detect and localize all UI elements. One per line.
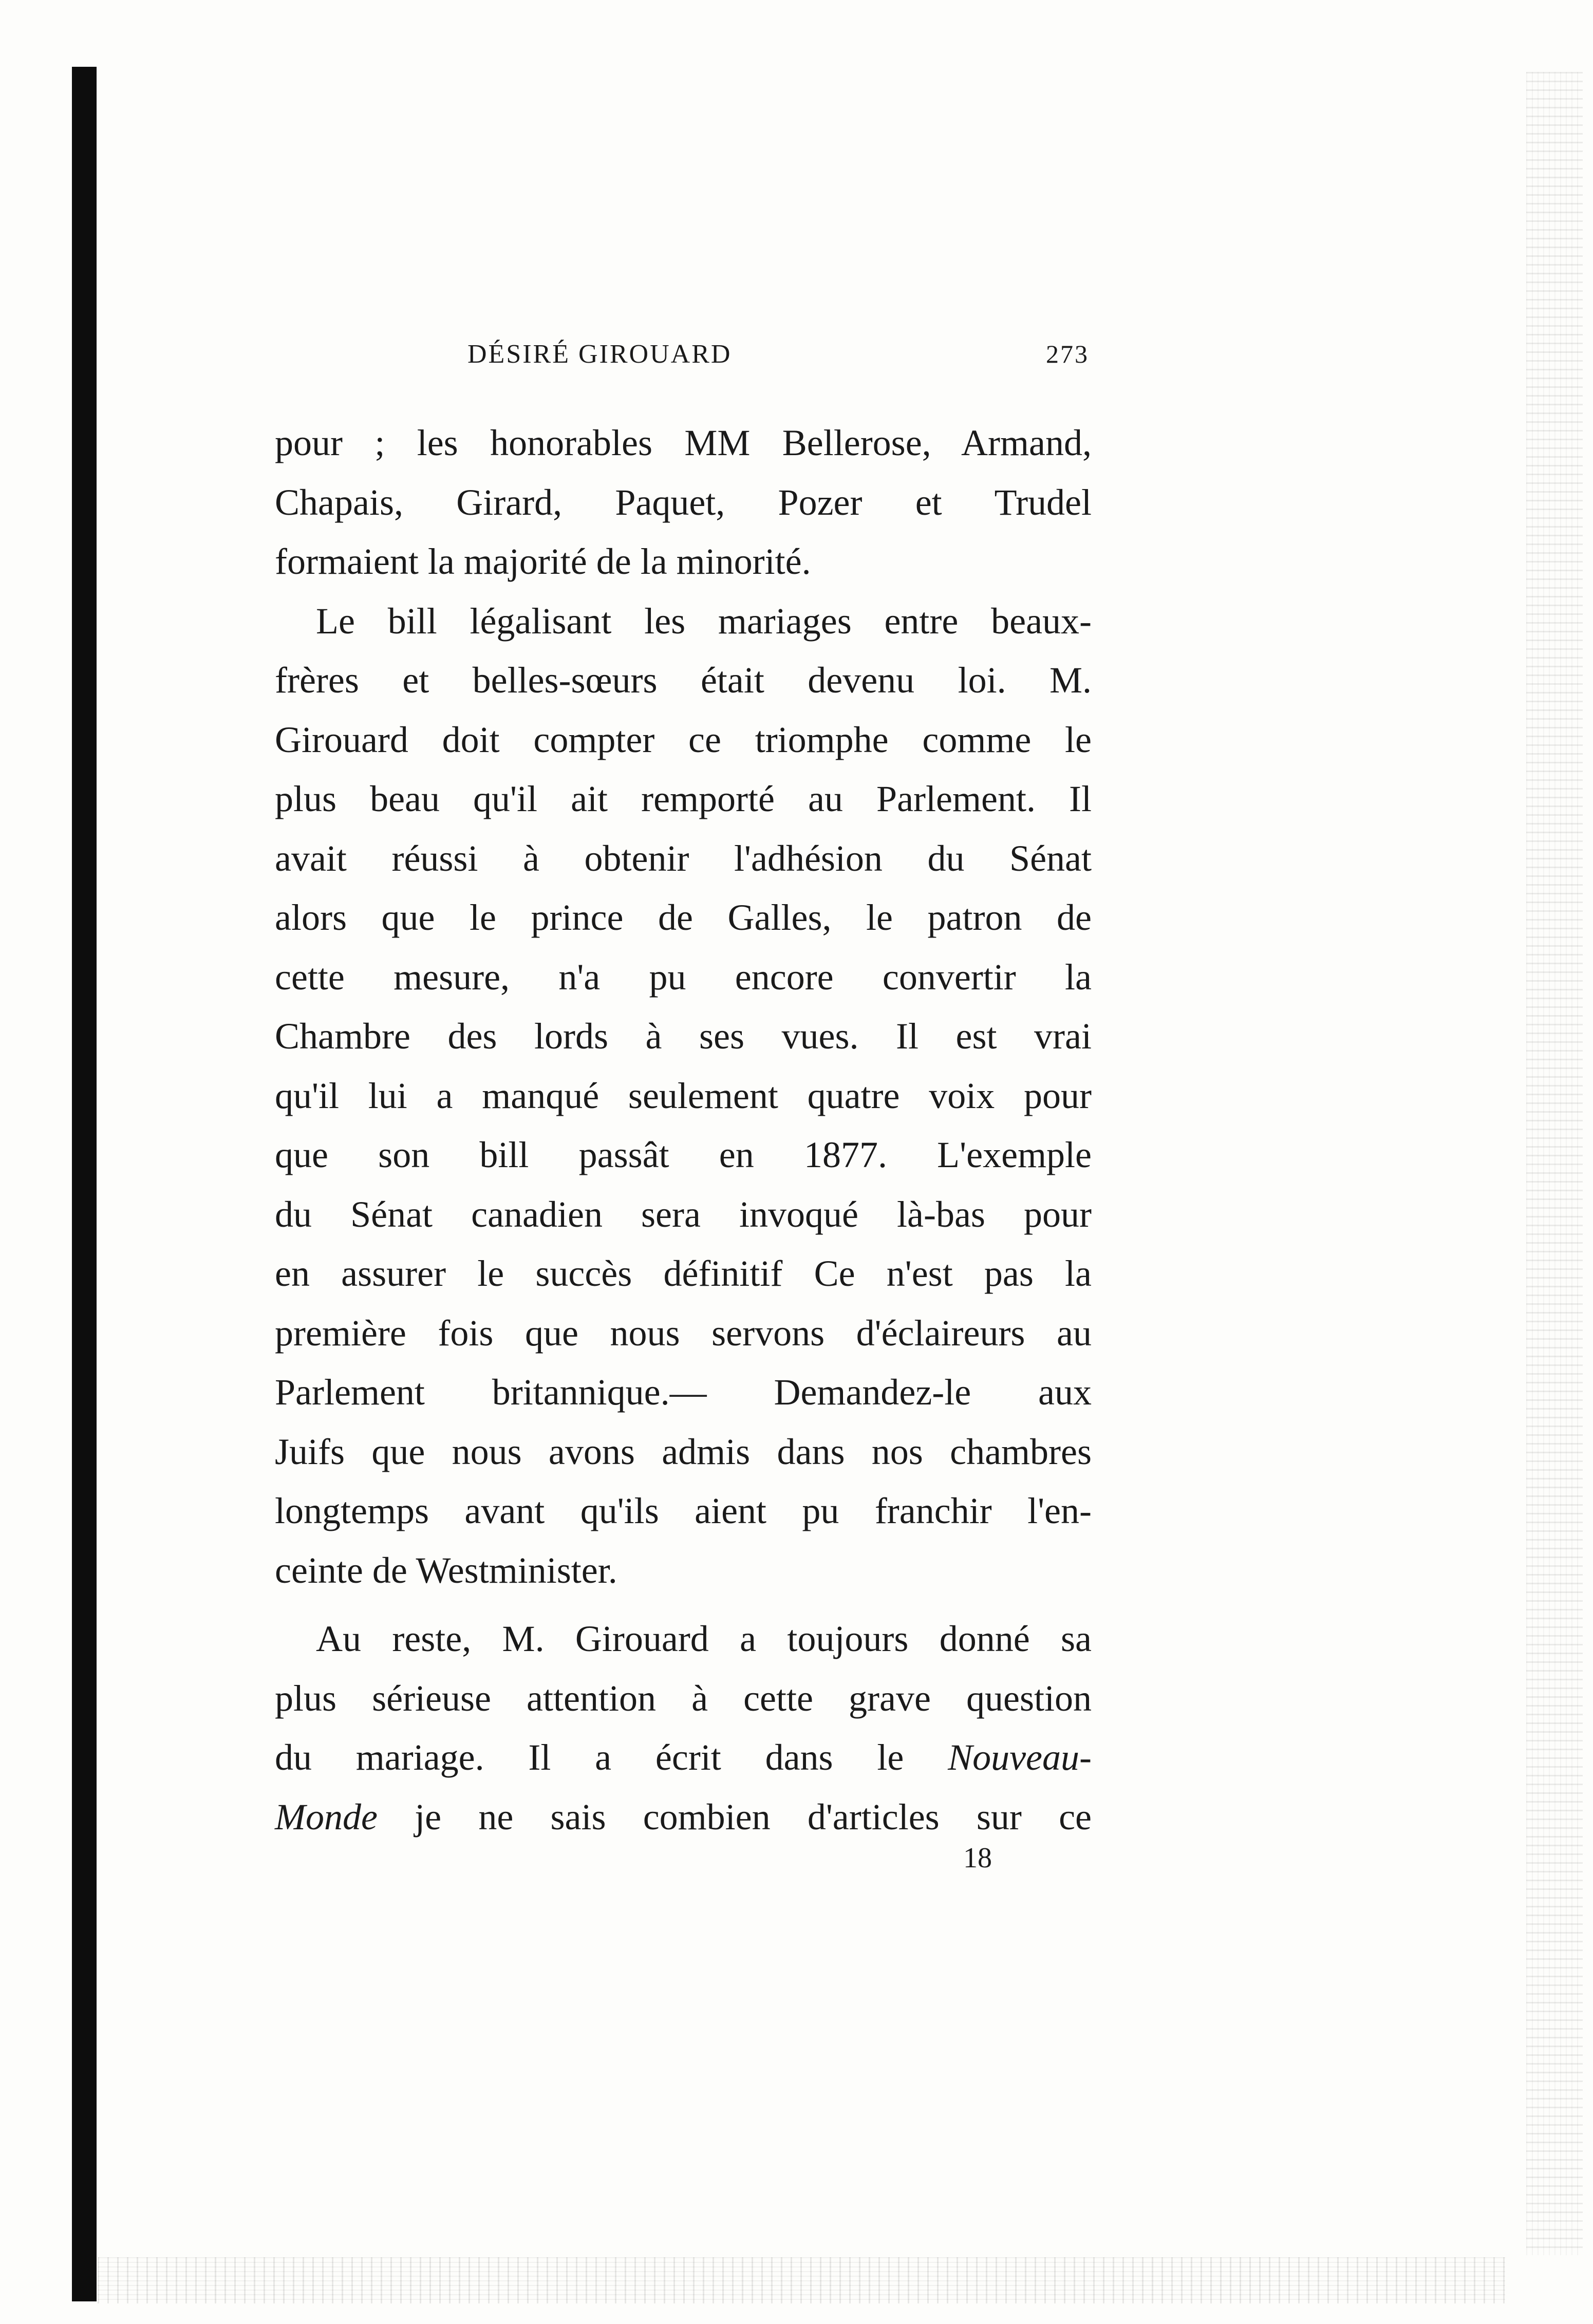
scan-noise-bottom: [98, 2257, 1505, 2303]
text-line: frères et belles-sœurs était devenu loi. M.: [275, 660, 1092, 701]
text-line: Chambre des lords à ses vues. Il est vrai: [275, 1016, 1092, 1057]
text-line: qu'il lui a manqué seulement quatre voix pour: [275, 1075, 1092, 1116]
text-line: plus beau qu'il ait remporté au Parlement. Il: [275, 778, 1092, 819]
text-line: avait réussi à obtenir l'adhésion du Sénat: [275, 837, 1092, 879]
text-line: en assurer le succès définitif Ce n'est pas la: [275, 1253, 1092, 1294]
text-line: du Sénat canadien sera invoqué là-bas pour: [275, 1193, 1092, 1235]
running-head: DÉSIRÉ GIROUARD: [467, 340, 732, 369]
text-segment: du mariage. Il a écrit dans le: [275, 1737, 904, 1778]
signature-mark: 18: [963, 1842, 992, 1874]
italic-title-part: Nouveau-: [948, 1737, 1092, 1778]
page-header: [277, 339, 1089, 380]
text-line: première fois que nous servons d'éclaireurs au: [275, 1312, 1092, 1354]
scan-noise-right: [1526, 72, 1583, 2255]
text-line: alors que le prince de Galles, le patron de: [275, 897, 1092, 938]
text-line: longtemps avant qu'ils aient pu franchir l'en-: [275, 1490, 1092, 1531]
text-line: formaient la majorité de la minorité.: [275, 541, 811, 582]
italic-title-part: Monde: [275, 1796, 378, 1838]
text-line: Juifs que nous avons admis dans nos chambres: [275, 1431, 1092, 1472]
text-line: plus sérieuse attention à cette grave question: [275, 1677, 1092, 1719]
text-line: que son bill passât en 1877. L'exemple: [275, 1134, 1092, 1175]
text-line: ceinte de Westminister.: [275, 1549, 617, 1591]
text-line: pour ; les honorables MM Bellerose, Armand,: [275, 422, 1092, 463]
text-line-with-italic: [275, 1788, 1092, 1847]
text-line: Au reste, M. Girouard a toujours donné sa: [316, 1618, 1092, 1659]
binding-edge: [72, 67, 97, 2301]
text-line: cette mesure, n'a pu encore convertir la: [275, 956, 1092, 998]
text-segment: je ne sais combien d'articles sur ce: [415, 1796, 1092, 1838]
text-line: Parlement britannique.— Demandez-le aux: [275, 1372, 1092, 1413]
body-text: [275, 414, 1092, 1847]
page-number: 273: [1046, 340, 1089, 368]
text-line: Chapais, Girard, Paquet, Pozer et Trudel: [275, 481, 1092, 523]
text-line-with-italic: [275, 1728, 1092, 1788]
text-line: Le bill légalisant les mariages entre beaux-: [316, 600, 1092, 642]
text-line: Girouard doit compter ce triomphe comme le: [275, 719, 1092, 760]
